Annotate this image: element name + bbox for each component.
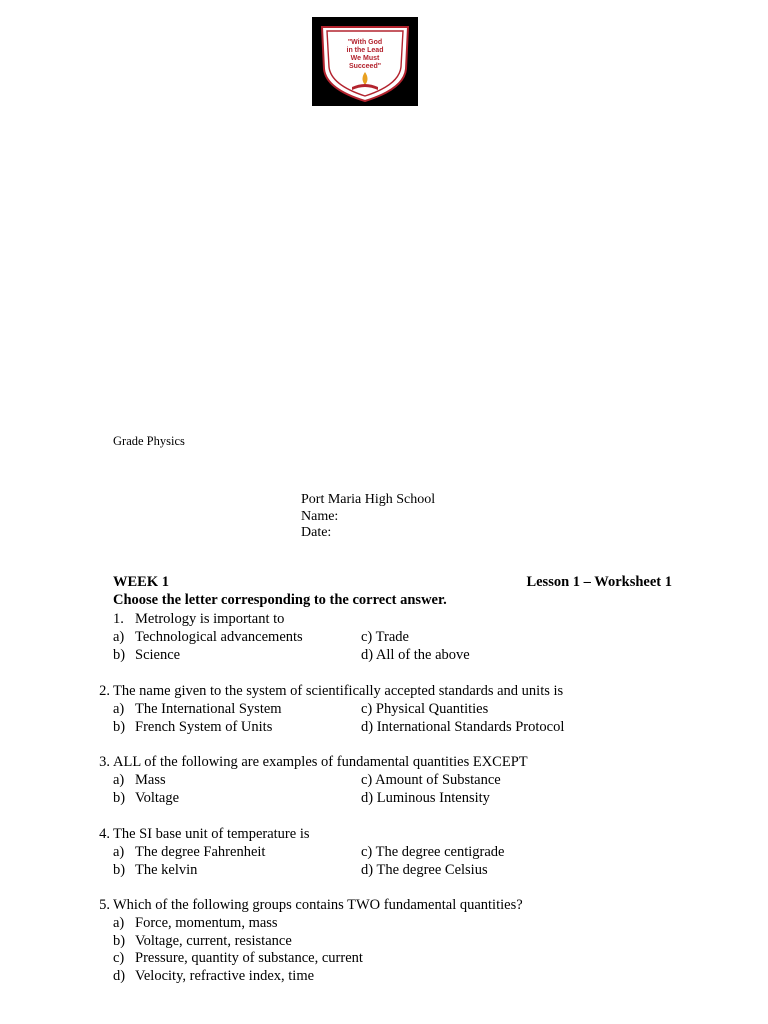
logo-motto-line-1: "With God (347, 39, 383, 46)
option-b: b) Voltage (113, 790, 180, 806)
option-c: c) Physical Quantities (361, 701, 489, 717)
option-d: d) The degree Celsius (361, 862, 488, 878)
option-c: c) Pressure, quantity of substance, current (113, 950, 363, 966)
option-a: a) Force, momentum, mass (113, 915, 278, 931)
logo-motto-line-2: in the Lead (346, 47, 384, 54)
school-name: Port Maria High School (301, 492, 436, 507)
option-b: b) Science (113, 647, 181, 663)
question-number: 5. (99, 897, 110, 913)
date-label: Date: (301, 525, 332, 540)
option-d: d) Velocity, refractive index, time (113, 967, 315, 984)
question-stem: Which of the following groups contains TWO fundamental quantities? (113, 897, 523, 913)
instructions: Choose the letter corresponding to the correct answer. (113, 592, 447, 608)
question-stem: Metrology is important to (135, 611, 285, 627)
school-crest-icon (312, 17, 418, 106)
option-c: c) Trade (361, 629, 409, 645)
option-b: b) French System of Units (113, 719, 273, 735)
option-a: a) Mass (113, 772, 166, 788)
school-info (301, 492, 435, 542)
question-stem: The name given to the system of scientifically accepted standards and units is (113, 683, 564, 699)
question-number: 4. (99, 826, 110, 842)
school-logo (312, 17, 418, 106)
question-stem: ALL of the following are examples of fundamental quantities EXCEPT (113, 754, 528, 770)
question-number: 2. (99, 683, 110, 699)
option-d: d) All of the above (361, 647, 470, 663)
question-number: 1. (113, 611, 124, 627)
option-b: b) The kelvin (113, 862, 198, 878)
option-b: b) Voltage, current, resistance (113, 932, 292, 949)
name-label: Name: (301, 508, 339, 524)
option-a: a) Technological advancements (113, 629, 303, 645)
option-a: a) The degree Fahrenheit (113, 844, 266, 860)
option-a: a) The International System (113, 701, 282, 717)
logo-motto-line-3: We Must (350, 55, 380, 62)
logo-motto-line-4: Succeed" (348, 63, 382, 70)
lesson-label: Lesson 1 – Worksheet 1 (526, 574, 672, 590)
option-c: c) Amount of Substance (361, 772, 501, 788)
question-number: 3. (99, 754, 110, 770)
option-c: c) The degree centigrade (361, 844, 505, 860)
question-stem: The SI base unit of temperature is (113, 826, 310, 842)
week-label: WEEK 1 (113, 574, 169, 590)
option-d: d) Luminous Intensity (361, 790, 490, 806)
grade-subject: Grade Physics (113, 434, 185, 448)
option-d: d) International Standards Protocol (361, 719, 565, 735)
